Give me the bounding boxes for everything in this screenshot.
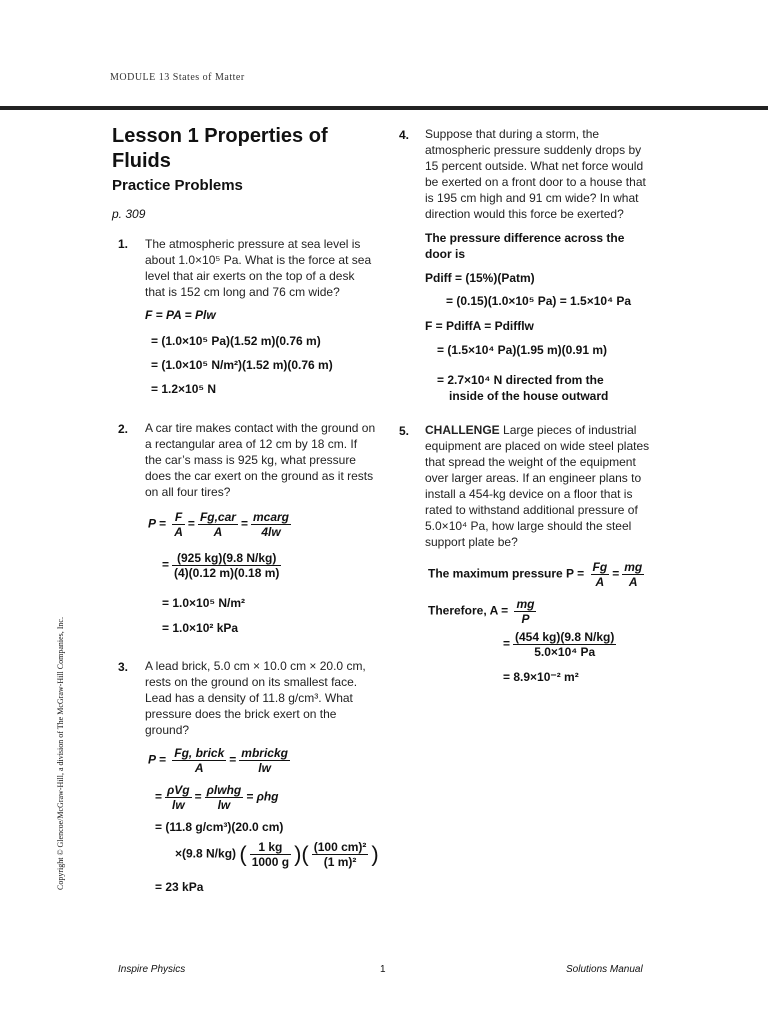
problem-2-eq1: P = $\frac{F}{A}$ = $\frac{\text{Fg,car}}{A}$ = $\frac{\text{mcarg}}{4lw}$ [148, 510, 289, 539]
p2-f2-den: A [213, 525, 223, 539]
p3-lhs: P = [148, 752, 166, 767]
p2-f3-num: mcarg [252, 510, 289, 524]
p3-f5-den: 1000 g [251, 855, 290, 869]
p5-f3-den: P [521, 612, 530, 626]
problem-1-number: 1. [118, 237, 129, 251]
problem-5-eq2 [428, 597, 539, 626]
p3-f6-den: (1 m)² [323, 855, 357, 869]
problem-4-lead: The pressure difference across the door is [425, 231, 625, 261]
problem-4-eq2: = (0.15)(1.0×10⁵ Pa) = 1.5×10⁴ Pa [446, 294, 632, 308]
header-rule [0, 106, 768, 110]
problem-5-eq3: = $\frac{(454 kg)(9.8 N/kg)}{\text{5.0×10⁴ Pa}}$ [503, 630, 615, 659]
p3-f3-den: lw [171, 798, 185, 812]
problem-1-text: The atmospheric pressure at sea level is about 1.0×10⁵ Pa. What is the force at sea level that air exerts on the top of a desk that is 152 cm long and 76 cm wide? [145, 237, 372, 299]
p3-eq4-prefix: ×(9.8 N/kg) [175, 846, 237, 861]
p3-f1-den: A [194, 761, 204, 775]
p5-f1-num: Fg [592, 560, 608, 574]
problem-3-eq3: = (11.8 g/cm³)(20.0 cm) [155, 820, 284, 834]
module-header: MODULE 13 States of Matter [110, 72, 245, 83]
problem-1-eq3: = (1.0×10⁵ N/m²)(1.52 m)(0.76 m) [151, 358, 333, 372]
p2-f3-den: 4lw [261, 525, 281, 539]
problem-4-text: Suppose that during a storm, the atmospheric pressure suddenly drops by 15 percent outside. What net force would be exerted on a front door to a house that is 195 cm high and 91 cm wide? In what direction would this force be exerted? [425, 127, 646, 221]
problem-5-number: 5. [399, 424, 410, 438]
practice-heading: Practice Problems [112, 177, 243, 194]
problem-5-eq1: The maximum pressure P = $\frac{Fg}{A}$ = $\frac{mg}{A}$ [428, 560, 643, 589]
footer-right: Solutions Manual [566, 964, 643, 975]
problem-1-eq1: F = PA = Plw [145, 308, 216, 322]
problem-5-body: Large pieces of industrial equipment are placed on wide steel plates that spread the weight of the equipment over larger areas. If an engineer plans to install a 454-kg device on a floor that is rated to withstand additional pressure of 5.0×10⁴ Pa, how large should the steel support plate be? [425, 423, 650, 549]
problem-4-eq3: F = PdiffA = Pdifflw [425, 319, 534, 333]
challenge-label: CHALLENGE [425, 423, 500, 437]
p3-f5-num: 1 kg [250, 840, 291, 855]
problem-5-text [425, 422, 657, 550]
problem-3-eq5: = 23 kPa [155, 880, 204, 894]
p5-f3-num: mg [516, 597, 535, 611]
p3-f3-num: ρVg [167, 783, 190, 797]
p5-f1-den: A [595, 575, 605, 589]
problem-4-eq4: = (1.5×10⁴ Pa)(1.95 m)(0.91 m) [437, 343, 608, 357]
p2-lhs: P = [148, 516, 166, 531]
footer-left: Inspire Physics [118, 964, 186, 975]
lesson-title: Lesson 1 Properties of Fluids [112, 125, 328, 172]
p3-f2-den: lw [258, 761, 271, 775]
page-reference: p. 309 [112, 207, 146, 221]
p2-f2-num: Fg,car [199, 510, 236, 524]
problem-1-eq2: = (1.0×10⁵ Pa)(1.52 m)(0.76 m) [151, 334, 321, 348]
problem-2-eq4: = 1.0×10² kPa [162, 621, 239, 635]
problem-2-eq3: = 1.0×10⁵ N/m² [162, 596, 246, 610]
p3-f2-num: mbrickg [241, 746, 288, 760]
p3-f1-num: Fg, brick [174, 746, 225, 760]
copyright-side-note: Copyright © Glencoe/McGraw-Hill, a division of The McGraw-Hill Companies, Inc. [56, 617, 65, 890]
p3-f4-den: lw [217, 798, 231, 812]
problem-3-eq4: ×(9.8 N/kg) ( $\frac{1 kg}{1000 g}$ )( $\frac{\text{(100 cm)²}}{\text{(1 m)²}}$ ) [175, 840, 379, 869]
problem-2-number: 2. [118, 422, 129, 436]
p2-f1-den: A [174, 525, 183, 539]
p5-lead1: The maximum pressure P = [428, 566, 585, 581]
p5-lead2: Therefore, A = [428, 603, 509, 618]
problem-3-text: A lead brick, 5.0 cm × 10.0 cm × 20.0 cm, rests on the ground on its smallest face. Lead has a density of 11.8 g/cm³. What pressure does the brick exert on the ground? [145, 659, 366, 737]
p5-f2-num: mg [624, 560, 643, 574]
p3-f4-num: ρlwhg [206, 783, 242, 797]
problem-5-eq5: = 8.9×10⁻² m² [503, 670, 579, 684]
problem-2-text: A car tire makes contact with the ground on a rectangular area of 12 cm by 18 cm. If the car’s mass is 925 kg, what pressure does the car exert on the ground as it rests on all four tires? [145, 421, 376, 499]
problem-4-eq5: = 2.7×10⁴ N directed from the [437, 373, 604, 387]
p2-f4-num: (925 kg)(9.8 N/kg) [172, 551, 281, 566]
problem-4-number: 4. [399, 128, 410, 142]
problem-4-eq1: Pdiff = (15%)(Patm) [425, 271, 535, 285]
p5-f2-den: A [628, 575, 638, 589]
problem-1-eq4: = 1.2×10⁵ N [151, 382, 217, 396]
p2-f4-den: (4)(0.12 m)(0.18 m) [174, 566, 280, 580]
p3-tail: = ρhg [246, 789, 279, 804]
problem-3-number: 3. [118, 660, 129, 674]
problem-3-eq2: = $\frac{\text{ρVg}}{lw}$ = $\frac{\text{ρlwhg}}{lw}$ = ρhg [155, 783, 279, 812]
problem-2-eq2: = $\frac{(925 kg)(9.8 N/kg)}{(4)(0.12 m)(0.18 m)}$ [162, 551, 280, 580]
problem-4-eq6: inside of the house outward [449, 389, 609, 403]
problem-3-eq1: P = $\frac{\text{Fg, brick}}{A}$ = $\frac{\text{mbrickg}}{lw}$ [148, 746, 288, 775]
footer-page-number: 1 [380, 964, 386, 975]
p3-f6-num: (100 cm)² [313, 840, 367, 854]
p2-f1-num: F [172, 510, 185, 525]
p5-f4-den: 5.0×10⁴ Pa [534, 645, 596, 659]
p5-f4-num: (454 kg)(9.8 N/kg) [515, 630, 615, 644]
